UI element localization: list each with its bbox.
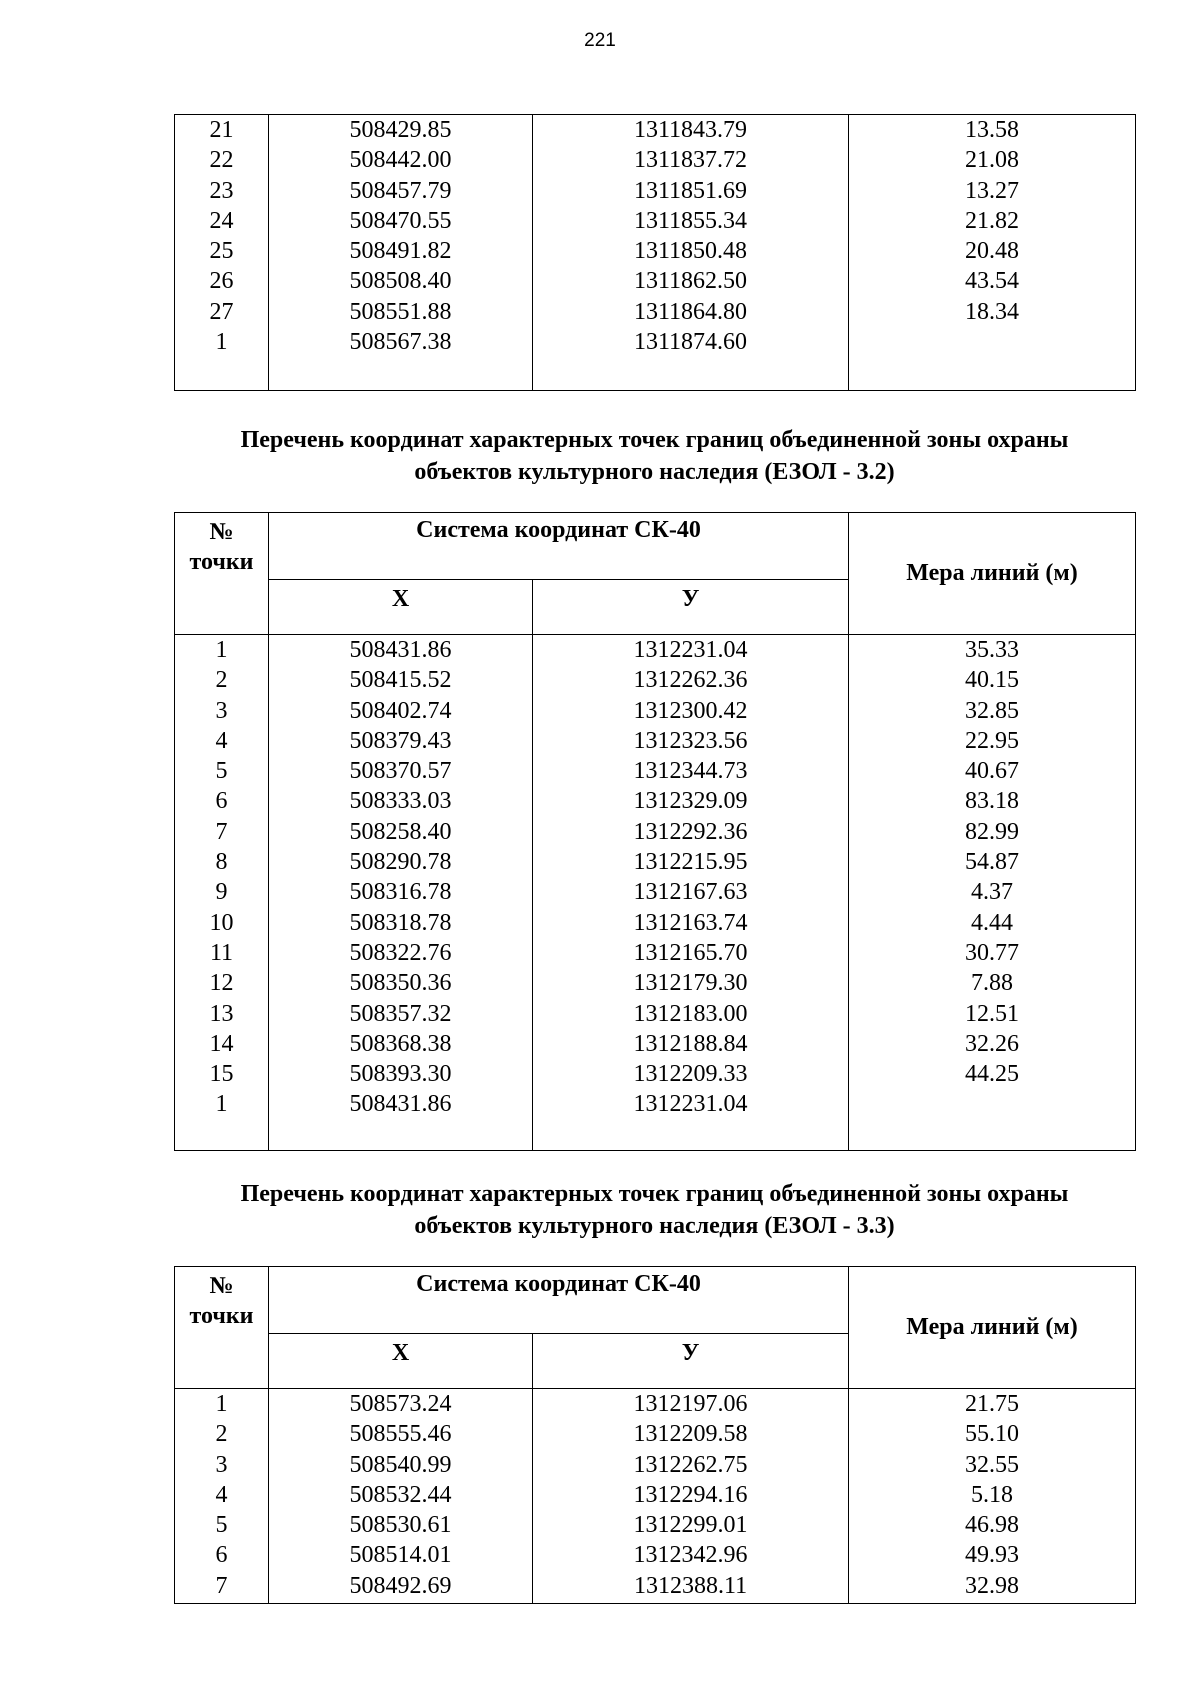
table-cell: 9 <box>215 879 228 906</box>
table-cell: 1312179.30 <box>633 970 748 997</box>
table-cell: 32.98 <box>965 1572 1020 1599</box>
table-cell: 83.18 <box>965 788 1020 815</box>
table-cell: 3 <box>215 697 228 724</box>
table-cell: 23 <box>209 177 234 204</box>
line-length-header: Мера линий (м) <box>849 513 1136 635</box>
table-cell: 508429.85 <box>349 117 452 143</box>
table-cell: 14 <box>209 1030 234 1057</box>
table-cell: 508333.03 <box>349 788 452 815</box>
table-cell: 508508.40 <box>349 268 452 295</box>
table-cell: 22 <box>209 147 234 174</box>
table-cell: 82.99 <box>965 818 1020 845</box>
table-cell: 1312292.36 <box>633 818 748 845</box>
x-coordinate-column <box>269 1389 533 1604</box>
table-cell: 1311837.72 <box>633 147 748 174</box>
table-cell: 508540.99 <box>349 1451 452 1478</box>
table-cell: 46.98 <box>965 1512 1020 1539</box>
x-header: Х <box>269 580 533 635</box>
page-number: 221 <box>584 30 616 51</box>
table-cell <box>849 327 1135 357</box>
x-coordinate-column <box>269 115 533 391</box>
table-cell: 21.75 <box>965 1391 1020 1417</box>
table-cell: 5 <box>215 1512 228 1539</box>
table-cell: 1312209.33 <box>633 1061 748 1088</box>
table-cell: 508514.01 <box>349 1542 452 1569</box>
table-cell: 508532.44 <box>349 1481 452 1508</box>
table-cell: 508431.86 <box>349 1091 452 1118</box>
table-cell: 1312262.36 <box>633 667 748 694</box>
table-cell: 1311843.79 <box>633 117 748 143</box>
x-header: Х <box>269 1334 533 1389</box>
table-cell: 508322.76 <box>349 939 452 966</box>
table-cell: 1312163.74 <box>633 909 748 936</box>
point-number-column <box>175 115 269 391</box>
table-cell: 1312167.63 <box>633 879 748 906</box>
table-cell: 1312197.06 <box>633 1391 748 1417</box>
table-cell: 508530.61 <box>349 1512 452 1539</box>
table-cell: 508551.88 <box>349 298 452 325</box>
y-header: У <box>533 1334 849 1389</box>
table-cell: 25 <box>209 238 234 265</box>
table-body-row <box>175 635 1136 1151</box>
table-cell: 508368.38 <box>349 1030 452 1057</box>
y-header: У <box>533 580 849 635</box>
table-cell: 1312188.84 <box>633 1030 748 1057</box>
table-cell: 10 <box>209 909 234 936</box>
table-cell: 2 <box>215 1421 228 1448</box>
point-number-header-line1: № <box>209 1273 234 1299</box>
point-number-header-line1: № <box>209 519 234 545</box>
table-cell: 32.26 <box>965 1030 1020 1057</box>
table-cell: 7 <box>215 818 228 845</box>
table-cell: 40.67 <box>965 758 1020 785</box>
table-cell: 3 <box>215 1451 228 1478</box>
table-cell <box>849 1089 1135 1119</box>
point-number-header <box>175 513 269 635</box>
point-number-column <box>175 1389 269 1604</box>
table-cell: 24 <box>209 207 234 234</box>
table-cell: 35.33 <box>965 637 1020 663</box>
line-length-header: Мера линий (м) <box>849 1267 1136 1389</box>
table-cell: 1312342.96 <box>633 1542 748 1569</box>
table-cell: 508318.78 <box>349 909 452 936</box>
coordinates-table-continued <box>174 114 1135 391</box>
table-cell: 26 <box>209 268 234 295</box>
table-cell: 1312300.42 <box>633 697 748 724</box>
line-length-column <box>849 635 1136 1151</box>
table-cell: 1 <box>215 329 228 356</box>
table-cell: 1 <box>215 1391 228 1417</box>
table-cell: 508393.30 <box>349 1061 452 1088</box>
table-cell: 21.08 <box>965 147 1019 174</box>
table-cell: 6 <box>215 1542 228 1569</box>
table-continued <box>174 114 1136 391</box>
table-cell: 508431.86 <box>349 637 452 663</box>
line-length-column <box>849 1389 1136 1604</box>
table-body-row <box>175 1389 1136 1604</box>
table-cell: 1311850.48 <box>633 238 748 265</box>
table-cell: 508555.46 <box>349 1421 452 1448</box>
table-cell: 508402.74 <box>349 697 452 724</box>
y-coordinate-column <box>533 115 849 391</box>
table-cell: 1311851.69 <box>633 177 748 204</box>
table-cell: 6 <box>215 788 228 815</box>
table-cell: 40.15 <box>965 667 1020 694</box>
table-cell: 508491.82 <box>349 238 452 265</box>
section-title-ezol-3-2 <box>174 424 1135 488</box>
point-number-header <box>175 1267 269 1389</box>
table-cell: 8 <box>215 849 228 876</box>
coordinate-system-header: Система координат СК-40 <box>269 1267 849 1334</box>
table-cell: 1312388.11 <box>633 1572 748 1599</box>
table-cell: 1312294.16 <box>633 1481 748 1508</box>
y-coordinate-column <box>533 635 849 1151</box>
table-cell: 508258.40 <box>349 818 452 845</box>
table-cell: 49.93 <box>965 1542 1020 1569</box>
table-cell: 1312183.00 <box>633 1000 748 1027</box>
table-cell: 55.10 <box>965 1421 1020 1448</box>
table-cell: 508470.55 <box>349 207 452 234</box>
table-cell: 508350.36 <box>349 970 452 997</box>
table-cell: 32.55 <box>965 1451 1020 1478</box>
table-cell: 18.34 <box>965 298 1019 325</box>
y-coordinate-column <box>533 1389 849 1604</box>
table-cell: 1312231.04 <box>633 1091 748 1118</box>
table-cell: 32.85 <box>965 697 1020 724</box>
table-cell: 21 <box>209 117 234 143</box>
table-cell: 43.54 <box>965 268 1019 295</box>
line-length-column <box>849 115 1136 391</box>
table-cell: 508370.57 <box>349 758 452 785</box>
table-cell: 508442.00 <box>349 147 452 174</box>
table-cell: 1311874.60 <box>633 329 748 356</box>
table-cell: 1312329.09 <box>633 788 748 815</box>
table-cell: 1312323.56 <box>633 727 748 754</box>
point-number-header-line2: точки <box>189 1303 254 1329</box>
section-title-line2: объектов культурного наследия (ЕЗОЛ - 3.2) <box>414 459 895 485</box>
table-cell: 508492.69 <box>349 1572 452 1599</box>
table-cell: 5.18 <box>971 1481 1014 1508</box>
table-cell: 508290.78 <box>349 849 452 876</box>
table-ezol-3-3 <box>174 1266 1136 1604</box>
table-cell: 1312209.58 <box>633 1421 748 1448</box>
section-title-ezol-3-3 <box>174 1178 1135 1242</box>
coordinates-table-ezol-3-3 <box>174 1266 1135 1604</box>
table-cell: 5 <box>215 758 228 785</box>
point-number-header-line2: точки <box>189 549 254 575</box>
table-cell: 22.95 <box>965 727 1020 754</box>
table-cell: 13 <box>209 1000 234 1027</box>
table-cell: 12 <box>209 970 234 997</box>
coordinates-table-ezol-3-2 <box>174 512 1135 1151</box>
table-cell: 1311862.50 <box>633 268 748 295</box>
table-cell: 1312299.01 <box>633 1512 748 1539</box>
table-cell: 7 <box>215 1572 228 1599</box>
table-cell: 27 <box>209 298 234 325</box>
table-cell: 21.82 <box>965 207 1019 234</box>
coordinate-system-header: Система координат СК-40 <box>269 513 849 580</box>
table-cell: 15 <box>209 1061 234 1088</box>
table-cell: 4.44 <box>971 909 1014 936</box>
point-number-column <box>175 635 269 1151</box>
table-cell: 1312165.70 <box>633 939 748 966</box>
table-cell: 4 <box>215 727 228 754</box>
table-cell: 1312262.75 <box>633 1451 748 1478</box>
table-cell: 508357.32 <box>349 1000 452 1027</box>
table-cell: 1312344.73 <box>633 758 748 785</box>
table-cell: 12.51 <box>965 1000 1020 1027</box>
table-cell: 1 <box>215 637 228 663</box>
table-cell: 508573.24 <box>349 1391 452 1417</box>
table-cell: 4 <box>215 1481 228 1508</box>
table-cell: 20.48 <box>965 238 1019 265</box>
table-cell: 1 <box>215 1091 228 1118</box>
table-cell: 1311855.34 <box>633 207 748 234</box>
table-cell: 508316.78 <box>349 879 452 906</box>
table-cell: 44.25 <box>965 1061 1020 1088</box>
table-cell: 508567.38 <box>349 329 452 356</box>
table-cell: 1312215.95 <box>633 849 748 876</box>
table-cell: 30.77 <box>965 939 1020 966</box>
table-cell: 13.27 <box>965 177 1019 204</box>
table-body-row <box>175 115 1136 391</box>
table-cell: 508415.52 <box>349 667 452 694</box>
x-coordinate-column <box>269 635 533 1151</box>
table-cell: 54.87 <box>965 849 1020 876</box>
section-title-line2: объектов культурного наследия (ЕЗОЛ - 3.3) <box>414 1213 895 1239</box>
table-cell: 1312231.04 <box>633 637 748 663</box>
table-cell: 2 <box>215 667 228 694</box>
section-title-line1: Перечень координат характерных точек границ объединенной зоны охраны <box>240 427 1069 453</box>
table-cell: 11 <box>209 939 234 966</box>
table-ezol-3-2 <box>174 512 1136 1151</box>
table-cell: 4.37 <box>971 879 1014 906</box>
table-cell: 13.58 <box>965 117 1019 143</box>
table-cell: 7.88 <box>971 970 1014 997</box>
table-cell: 508379.43 <box>349 727 452 754</box>
table-cell: 1311864.80 <box>633 298 748 325</box>
table-cell: 508457.79 <box>349 177 452 204</box>
section-title-line1: Перечень координат характерных точек границ объединенной зоны охраны <box>240 1181 1069 1207</box>
